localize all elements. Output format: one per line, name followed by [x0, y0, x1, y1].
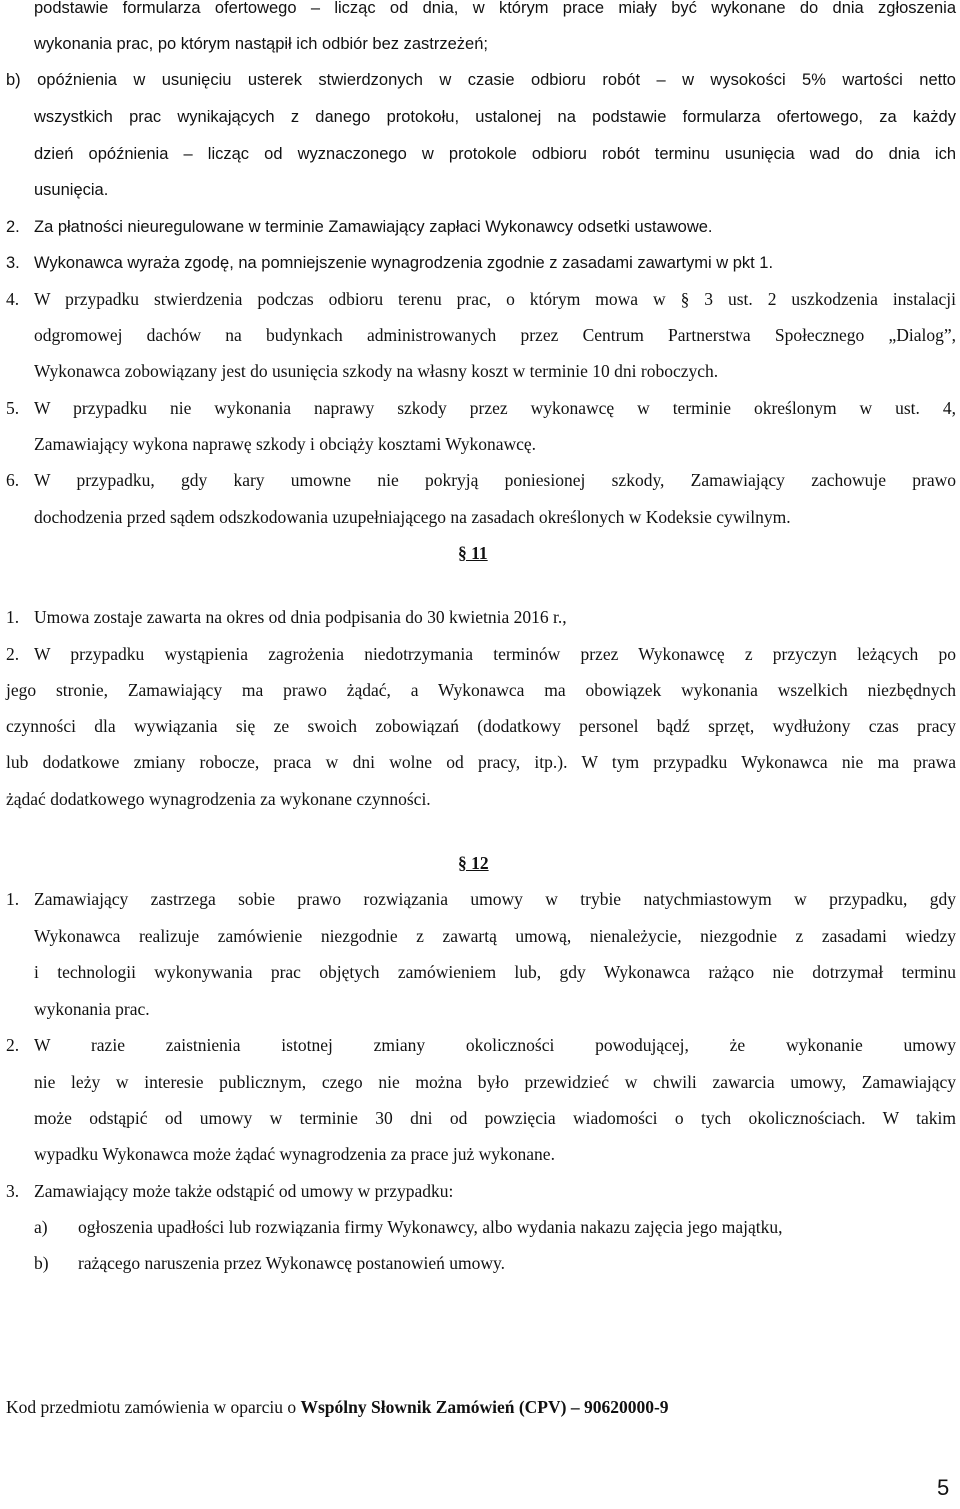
item-number: 2. [6, 1035, 20, 1055]
item-number: 3. [6, 1181, 20, 1201]
item-number: 1. [6, 607, 20, 627]
item-text: wypadku Wykonawca może żądać wynagrodzenia za prace już wykonane. [34, 1144, 555, 1164]
item-text: W razie zaistnienia istotnej zmiany okoliczności powodującej, że wykonanie umowy [34, 1035, 956, 1055]
sub-item-letter: a) [34, 1217, 48, 1237]
intro-line: wykonania prac, po którym nastąpił ich odbiór bez zastrzeżeń; [34, 35, 488, 53]
item-text: Zamawiający zastrzega sobie prawo rozwiązania umowy w trybie natychmiastowym w przypadku, gdy [34, 889, 956, 909]
item-number: 5. [6, 398, 20, 418]
sub-item-letter: b) [34, 1253, 49, 1273]
item-text: Zamawiający wykona naprawę szkody i obciąży kosztami Wykonawcę. [34, 434, 537, 454]
item-number: 4. [6, 289, 20, 309]
item-text: Umowa zostaje zawarta na okres od dnia podpisania do 30 kwietnia 2016 r., [34, 607, 567, 627]
intro-line: wszystkich prac wynikających z danego protokołu, ustalonej na podstawie formularza ofertowego, za każdy [34, 108, 956, 126]
item-text: i technologii wykonywania prac objętych zamówieniem lub, gdy Wykonawca rażąco nie dotrzymał terminu [34, 962, 956, 982]
section-heading [458, 852, 489, 874]
item-number: 2. [6, 644, 20, 664]
item-number: 2. [6, 218, 20, 236]
item-text: może odstąpić od umowy w terminie 30 dni od powzięcia wiadomości o tych okolicznościach. W takim [34, 1108, 956, 1128]
item-text: Wykonawca wyraża zgodę, na pomniejszenie wynagrodzenia zgodnie z zasadami zawartymi w pkt 1. [34, 254, 774, 272]
item-text: W przypadku nie wykonania naprawy szkody przez wykonawcę w terminie określonym w ust. 4, [34, 398, 956, 418]
item-text: W przypadku, gdy kary umowne nie pokryją poniesionej szkody, Zamawiający zachowuje prawo [34, 470, 956, 490]
section-heading-text: § 12 [458, 853, 489, 873]
item-text: dochodzenia przed sądem odszkodowania uzupełniającego na zasadach określonych w Kodeksie cywilnym. [34, 507, 791, 527]
intro-line: podstawie formularza ofertowego – licząc od dnia, w którym prace miały być wykonane do dnia zgłoszenia [34, 0, 956, 17]
page-number: 5 [937, 1475, 950, 1500]
item-text: wykonania prac. [34, 999, 150, 1019]
intro-line: b) opóźnienia w usunięciu usterek stwierdzonych w czasie odbioru robót – w wysokości 5% wartości netto [6, 71, 956, 89]
item-text: nie leży w interesie publicznym, czego nie można było przewidzieć w chwili zawarcia umowy, Zamawiający [34, 1072, 956, 1092]
intro-line: dzień opóźnienia – licząc od wyznaczonego w protokole odbioru robót terminu usunięcia wad do dnia ich [34, 145, 956, 163]
item-number: 3. [6, 254, 20, 272]
item-text: W przypadku stwierdzenia podczas odbioru terenu prac, o którym mowa w § 3 ust. 2 uszkodzenia instalacji [34, 289, 956, 309]
sub-item-text: ogłoszenia upadłości lub rozwiązania firmy Wykonawcy, albo wydania nakazu zajęcia jego majątku, [78, 1217, 783, 1237]
item-text: żądać dodatkowego wynagrodzenia za wykonane czynności. [6, 789, 431, 809]
cpv-prefix: Kod przedmiotu zamówienia w oparciu o [6, 1397, 301, 1417]
item-number: 6. [6, 470, 20, 490]
sub-item-text: rażącego naruszenia przez Wykonawcę postanowień umowy. [78, 1253, 506, 1273]
item-text: jego stronie, Zamawiający ma prawo żądać, a Wykonawca ma obowiązek wykonania wszelkich niezbędnych [6, 680, 956, 700]
item-text: odgromowej dachów na budynkach administrowanych przez Centrum Partnerstwa Społecznego „Dialog”, [34, 325, 956, 345]
item-text: Za płatności nieuregulowane w terminie Zamawiający zapłaci Wykonawcy odsetki ustawowe. [34, 218, 713, 236]
cpv-code-line [6, 1396, 669, 1418]
item-text: Wykonawca zobowiązany jest do usunięcia szkody na własny koszt w terminie 10 dni roboczych. [34, 361, 719, 381]
section-heading-text: § 11 [458, 543, 488, 563]
item-text: Wykonawca realizuje zamówienie niezgodnie z zawartą umową, nienależycie, niezgodnie z zasadami wiedzy [34, 926, 956, 946]
intro-line: usunięcia. [34, 181, 109, 199]
item-text: Zamawiający może także odstąpić od umowy w przypadku: [34, 1181, 454, 1201]
item-text: W przypadku wystąpienia zagrożenia niedotrzymania terminów przez Wykonawcę z przyczyn leżących po [34, 644, 956, 664]
section-heading [458, 542, 488, 564]
item-number: 1. [6, 889, 20, 909]
item-text: lub dodatkowe zmiany robocze, praca w dni wolne od pracy, itp.). W tym przypadku Wykonawca nie ma prawa [6, 752, 956, 772]
cpv-code: Wspólny Słownik Zamówień (CPV) – 90620000-9 [300, 1397, 669, 1417]
item-text: czynności dla wywiązania się ze swoich zobowiązań (dodatkowy personel bądź sprzęt, wydłużony czas pracy [6, 716, 956, 736]
